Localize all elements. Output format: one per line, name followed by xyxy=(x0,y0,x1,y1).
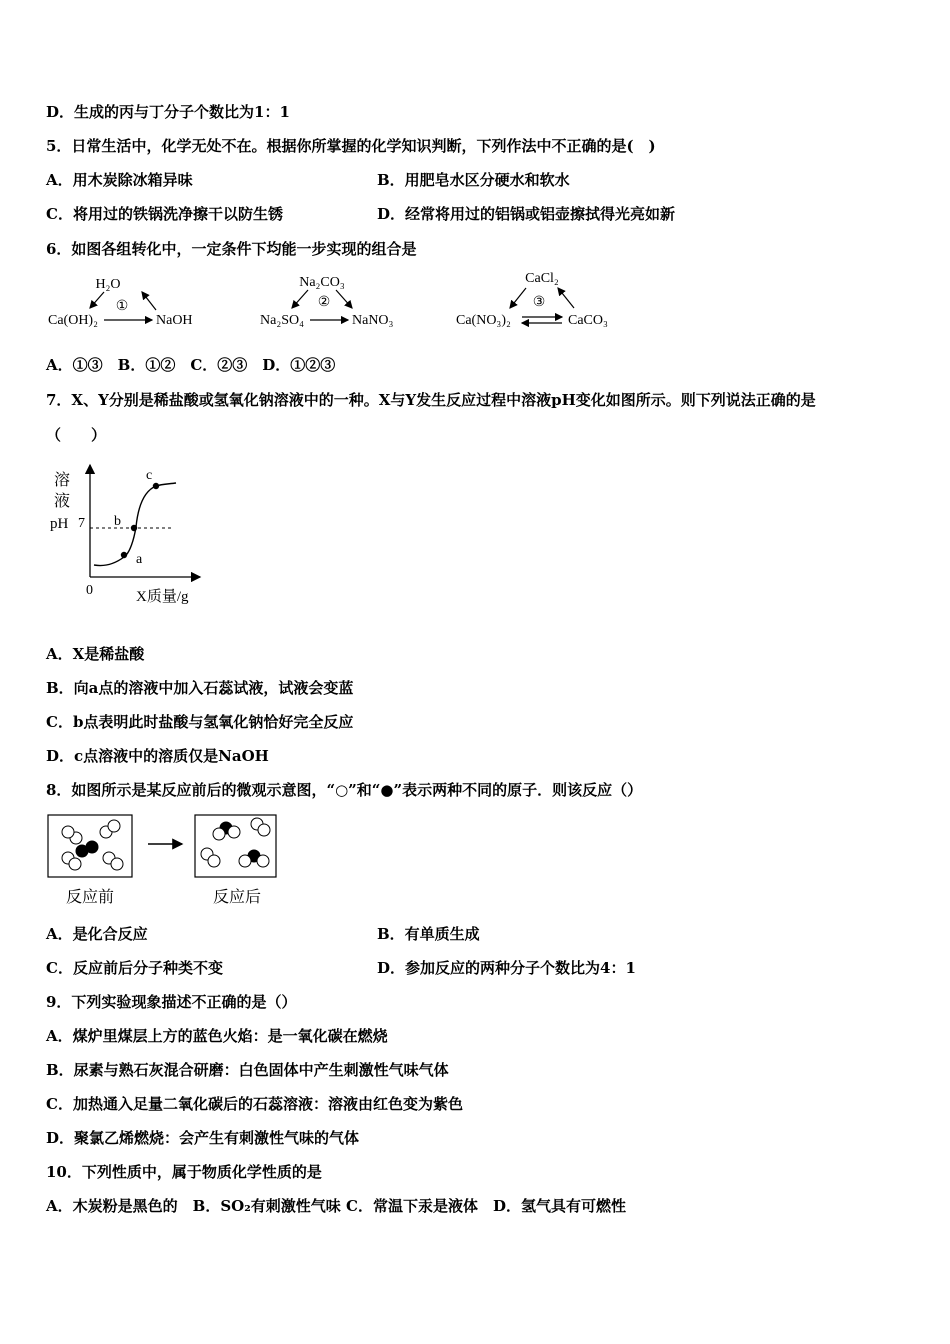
q10-options: A．木炭粉是黑色的 B．SO₂有刺激性气味 C．常温下汞是液体 D．氢气具有可燃性 xyxy=(46,1197,626,1215)
q8-stem: 8．如图所示是某反应前后的微观示意图，“○”和“●”表示两种不同的原子．则该反应（） xyxy=(46,781,643,799)
q6-g2-top: Na₂CO₃ xyxy=(299,275,345,290)
q7-ph-graph xyxy=(44,455,214,610)
q9-option-d: D．聚氯乙烯燃烧：会产生有刺激性气味的气体 xyxy=(46,1129,360,1147)
q8-option-a: A．是化合反应 xyxy=(46,925,148,943)
q8-option-d: D．参加反应的两种分子个数比为4：1 xyxy=(377,959,636,977)
q7-paren: （ ） xyxy=(46,426,107,444)
q9-stem: 9．下列实验现象描述不正确的是（） xyxy=(46,993,297,1011)
q8-option-c: C．反应前后分子种类不变 xyxy=(46,959,223,977)
q6-group-1 xyxy=(48,277,193,328)
q7-option-a: A．X是稀盐酸 xyxy=(46,645,145,663)
q7-stem: 7．X、Y分别是稀盐酸或氢氧化钠溶液中的一种。X与Y发生反应过程中溶液pH变化如图所示。则下列说法正确的是 xyxy=(46,391,816,409)
q5-stem: 5．日常生活中，化学无处不在。根据你所掌握的化学知识判断，下列作法中不正确的是( ) xyxy=(46,137,656,155)
q6-g3-right: CaCO₃ xyxy=(568,313,608,328)
q9-option-b: B．尿素与熟石灰混合研磨：白色固体中产生刺激性气味气体 xyxy=(46,1061,449,1079)
q7-point-b xyxy=(131,525,137,531)
q6-g1-right: NaOH xyxy=(156,313,193,328)
q8-reaction-diagram xyxy=(44,812,284,912)
q7-origin-label: 0 xyxy=(86,583,93,598)
q7-point-b-label: b xyxy=(114,514,121,529)
q6-g3-left: Ca(NO₃)₂ xyxy=(456,313,511,328)
q8-before-molecules xyxy=(62,820,123,870)
q7-option-b: B．向a点的溶液中加入石蕊试液，试液会变蓝 xyxy=(46,679,354,697)
q6-g2-right: NaNO₃ xyxy=(352,313,394,328)
q8-option-b: B．有单质生成 xyxy=(377,925,480,943)
q6-g3-top: CaCl₂ xyxy=(525,271,559,286)
q6-group-3 xyxy=(456,271,608,328)
q6-group-2 xyxy=(260,275,394,328)
q7-ylabel-2: 液 xyxy=(54,493,71,510)
q6-g1-number: ① xyxy=(115,299,129,314)
q6-g2-number: ② xyxy=(317,295,331,310)
q5-option-c: C．将用过的铁锅洗净擦干以防生锈 xyxy=(46,205,283,223)
q6-options: A．①③ B．①② C．②③ D．①②③ xyxy=(46,356,336,374)
q6-g2-left: Na₂SO₄ xyxy=(260,313,304,328)
q7-ylabel-3: pH xyxy=(50,516,69,532)
q6-g1-left: Ca(OH)₂ xyxy=(48,313,98,328)
q7-option-d: D．c点溶液中的溶质仅是NaOH xyxy=(46,747,269,765)
q7-y7-label: 7 xyxy=(78,516,85,531)
q7-point-a xyxy=(121,552,127,558)
q7-option-c: C．b点表明此时盐酸与氢氧化钠恰好完全反应 xyxy=(46,713,354,731)
q7-ylabel-1: 溶 xyxy=(54,472,71,489)
q8-after-label: 反应后 xyxy=(212,889,262,906)
q6-g2-arrow-left xyxy=(292,290,308,308)
q5-option-d: D．经常将用过的铝锅或铝壶擦拭得光亮如新 xyxy=(377,205,676,223)
q10-stem: 10．下列性质中，属于物质化学性质的是 xyxy=(46,1163,322,1181)
q6-stem: 6．如图各组转化中，一定条件下均能一步实现的组合是 xyxy=(46,240,417,258)
q7-xlabel: X质量/g xyxy=(136,589,189,605)
q8-after-molecules xyxy=(201,818,270,867)
q5-option-a: A．用木炭除冰箱异味 xyxy=(46,171,193,189)
q6-g3-arrow-left xyxy=(510,288,526,308)
q7-point-c-label: c xyxy=(146,468,153,483)
q4-option-d: D．生成的丙与丁分子个数比为1：1 xyxy=(46,103,290,121)
q6-g3-number: ③ xyxy=(532,295,546,310)
q6-conversion-diagram xyxy=(44,268,634,338)
q8-before-label: 反应前 xyxy=(65,889,115,906)
q6-g1-arrow-right xyxy=(142,292,156,310)
q7-ph-curve xyxy=(94,483,176,566)
q7-point-c xyxy=(153,483,159,489)
q6-g2-arrow-right xyxy=(336,290,352,308)
q6-g1-arrow-left xyxy=(90,292,104,308)
q5-option-b: B．用肥皂水区分硬水和软水 xyxy=(377,171,570,189)
q7-point-a-label: a xyxy=(136,552,143,567)
q9-option-a: A．煤炉里煤层上方的蓝色火焰：是一氧化碳在燃烧 xyxy=(46,1027,388,1045)
q6-g1-top: H₂O xyxy=(95,277,121,292)
q6-g3-arrow-right xyxy=(558,288,574,308)
q9-option-c: C．加热通入足量二氧化碳后的石蕊溶液：溶液由红色变为紫色 xyxy=(46,1095,463,1113)
